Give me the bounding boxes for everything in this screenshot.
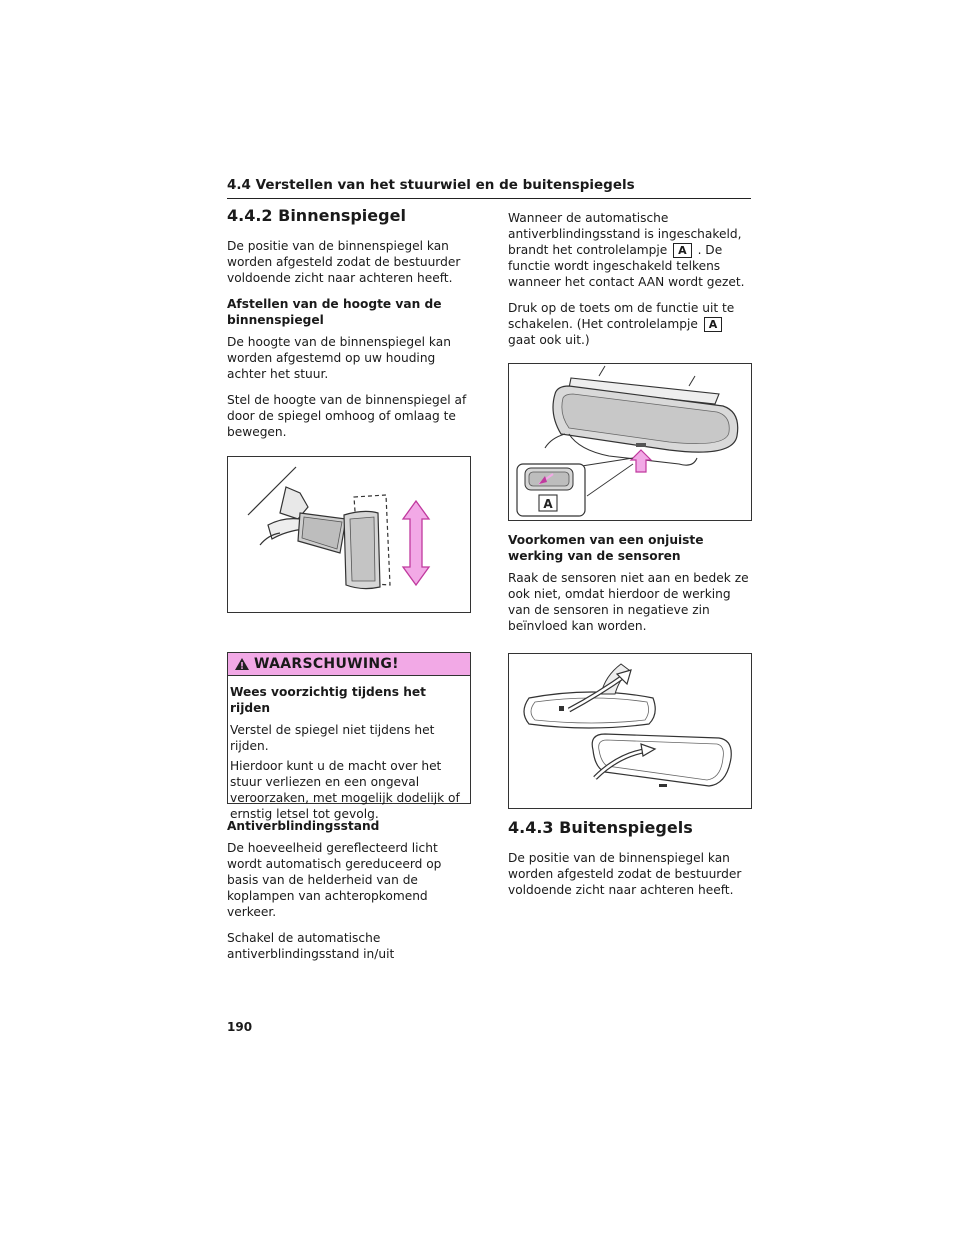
indicator-badge-a: A [704, 317, 723, 332]
indicator-badge-a: A [673, 243, 692, 258]
up-down-arrow-icon [403, 501, 429, 585]
subheading-height: Afstellen van de hoogte van de binnenspiegel [227, 297, 442, 327]
right-column [508, 210, 751, 358]
subheading-sensor: Voorkomen van een onjuiste werking van de sensoren [508, 533, 704, 563]
warning-title: Wees voorzichtig tijdens het rijden [230, 685, 426, 715]
outer-mirror-paragraph: De positie van de binnenspiegel kan worden afgesteld zodat de bestuurder voldoende zicht naar achteren heeft. [508, 851, 742, 897]
section-title-binnenspiegel: 4.4.2 Binnenspiegel [227, 206, 406, 225]
page-number: 190 [227, 1020, 253, 1034]
section-title-buitenspiegels: 4.4.3 Buitenspiegels [508, 818, 693, 837]
anti-glare-paragraph-1: De hoeveelheid gereflecteerd licht wordt automatisch gereduceerd op basis van de helderheid van de koplampen van achteropkomend verkeer. [227, 841, 442, 919]
label-a: A [543, 497, 553, 511]
warning-triangle-icon [234, 657, 250, 671]
height-paragraph-2: Stel de hoogte van de binnenspiegel af door de spiegel omhoog of omlaag te bewegen. [227, 393, 467, 439]
intro-paragraph: De positie van de binnenspiegel kan worden afgesteld zodat de bestuurder voldoende zicht naar achteren heeft. [227, 239, 461, 285]
anti-glare-paragraph-2: Schakel de automatische antiverblindingsstand in/uit [227, 931, 395, 961]
mirror-height-illustration [228, 457, 470, 612]
figure-mirror-height [227, 456, 471, 613]
indicator-paragraph-1: Wanneer de automatische antiverblindingsstand is ingeschakeld, brandt het controlelampje A . De functie wordt ingeschakeld telkens wanneer het contact AAN wordt gezet. [508, 211, 745, 289]
right-column-sensor [508, 532, 751, 644]
right-column-outer [508, 818, 751, 908]
sensor-paragraph: Raak de sensoren niet aan en bedek ze ook niet, omdat hierdoor de werking van de sensoren in negatieve zin beïnvloed kan worden. [508, 571, 749, 633]
warning-paragraph-2: Hierdoor kunt u de macht over het stuur verliezen en een ongeval veroorzaken, met mogelijk dodelijk of ernstig letsel tot gevolg. [230, 759, 460, 821]
warning-header [228, 653, 470, 676]
height-paragraph-1: De hoogte van de binnenspiegel kan worden afgestemd op uw houding achter het stuur. [227, 335, 451, 381]
page-header: 4.4 Verstellen van het stuurwiel en de buitenspiegels [227, 177, 751, 199]
anti-glare-mirror-illustration [509, 364, 751, 520]
indicator-paragraph-2: Druk op de toets om de functie uit te schakelen. (Het controlelampje A gaat ook uit.) [508, 301, 735, 347]
warning-box [227, 652, 471, 821]
left-column-lower [227, 818, 470, 972]
subheading-anti-glare: Antiverblindingsstand [227, 819, 380, 833]
figure-anti-glare-mirror [508, 363, 752, 521]
figure-sensors [508, 653, 752, 809]
warning-paragraph-1: Verstel de spiegel niet tijdens het rijden. [230, 723, 435, 753]
left-column [227, 206, 470, 450]
sensors-illustration [509, 654, 751, 808]
warning-label: WAARSCHUWING! [254, 656, 399, 672]
